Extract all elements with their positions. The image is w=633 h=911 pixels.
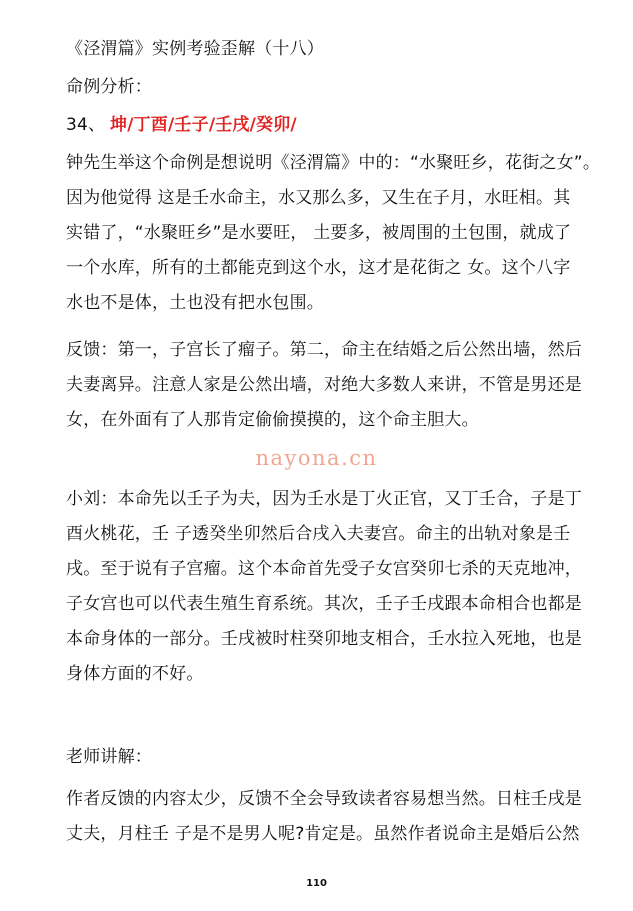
paragraph-4-line: 丈夫，月柱壬 子是不是男人呢?肯定是。虽然作者说命主是婚后公然: [66, 824, 580, 844]
paragraph-1-line: 一个水库，所有的土都能克到这个水，这才是花街之 女。这个八字: [66, 258, 571, 278]
paragraph-1-line: 钟先生举这个命例是想说明《泾渭篇》中的：“水聚旺乡，花街之女”。: [66, 153, 601, 173]
paragraph-3-line: 戌。至于说有子宫瘤。这个本命首先受子女宫癸卯七杀的天克地冲，: [66, 559, 582, 579]
section-heading-teacher: 老师讲解：: [66, 747, 152, 767]
page-number: 110: [306, 878, 327, 889]
paragraph-1-line: 水也不是体，土也没有把水包围。: [66, 293, 324, 313]
paragraph-2-line: 夫妻离异。注意人家是公然出墙，对绝大多数人来讲，不管是男还是: [66, 375, 582, 395]
paragraph-3-line: 本命身体的一部分。壬戌被时柱癸卯地支相合，壬水拉入死地，也是: [66, 629, 582, 649]
paragraph-1-line: 实错了，“水聚旺乡”是水要旺， 土要多，被周围的土包围，就成了: [66, 223, 572, 243]
paragraph-1-line: 因为他觉得 这是壬水命主，水又那么多，又生在子月，水旺相。其: [66, 188, 571, 208]
section-heading-analysis: 命例分析：: [66, 77, 152, 97]
document-title: 《泾渭篇》实例考验歪解（十八）: [66, 39, 324, 59]
case-number: 34、: [66, 115, 106, 135]
paragraph-4-line: 作者反馈的内容太少，反馈不全会导致读者容易想当然。日柱壬戌是: [66, 789, 582, 809]
paragraph-2-line: 反馈：第一，子宫长了瘤子。第二，命主在结婚之后公然出墙，然后: [66, 340, 582, 360]
paragraph-3-line: 酉火桃花，壬 子透癸坐卯然后合戌入夫妻宫。命主的出轨对象是壬: [66, 524, 571, 544]
paragraph-2-line: 女，在外面有了人那肯定偷偷摸摸的，这个命主胆大。: [66, 410, 479, 430]
case-pillars: 坤/丁酉/壬子/壬戌/癸卯/: [110, 115, 297, 135]
case-line: [66, 114, 297, 136]
watermark-text: nayona.cn: [255, 446, 378, 470]
paragraph-3-line: 子女宫也可以代表生殖生育系统。其次，壬子壬戌跟本命相合也都是: [66, 594, 582, 614]
paragraph-3-line: 身体方面的不好。: [66, 664, 204, 684]
paragraph-3-line: 小刘：本命先以壬子为夫，因为壬水是丁火正官，又丁壬合，子是丁: [66, 489, 582, 509]
